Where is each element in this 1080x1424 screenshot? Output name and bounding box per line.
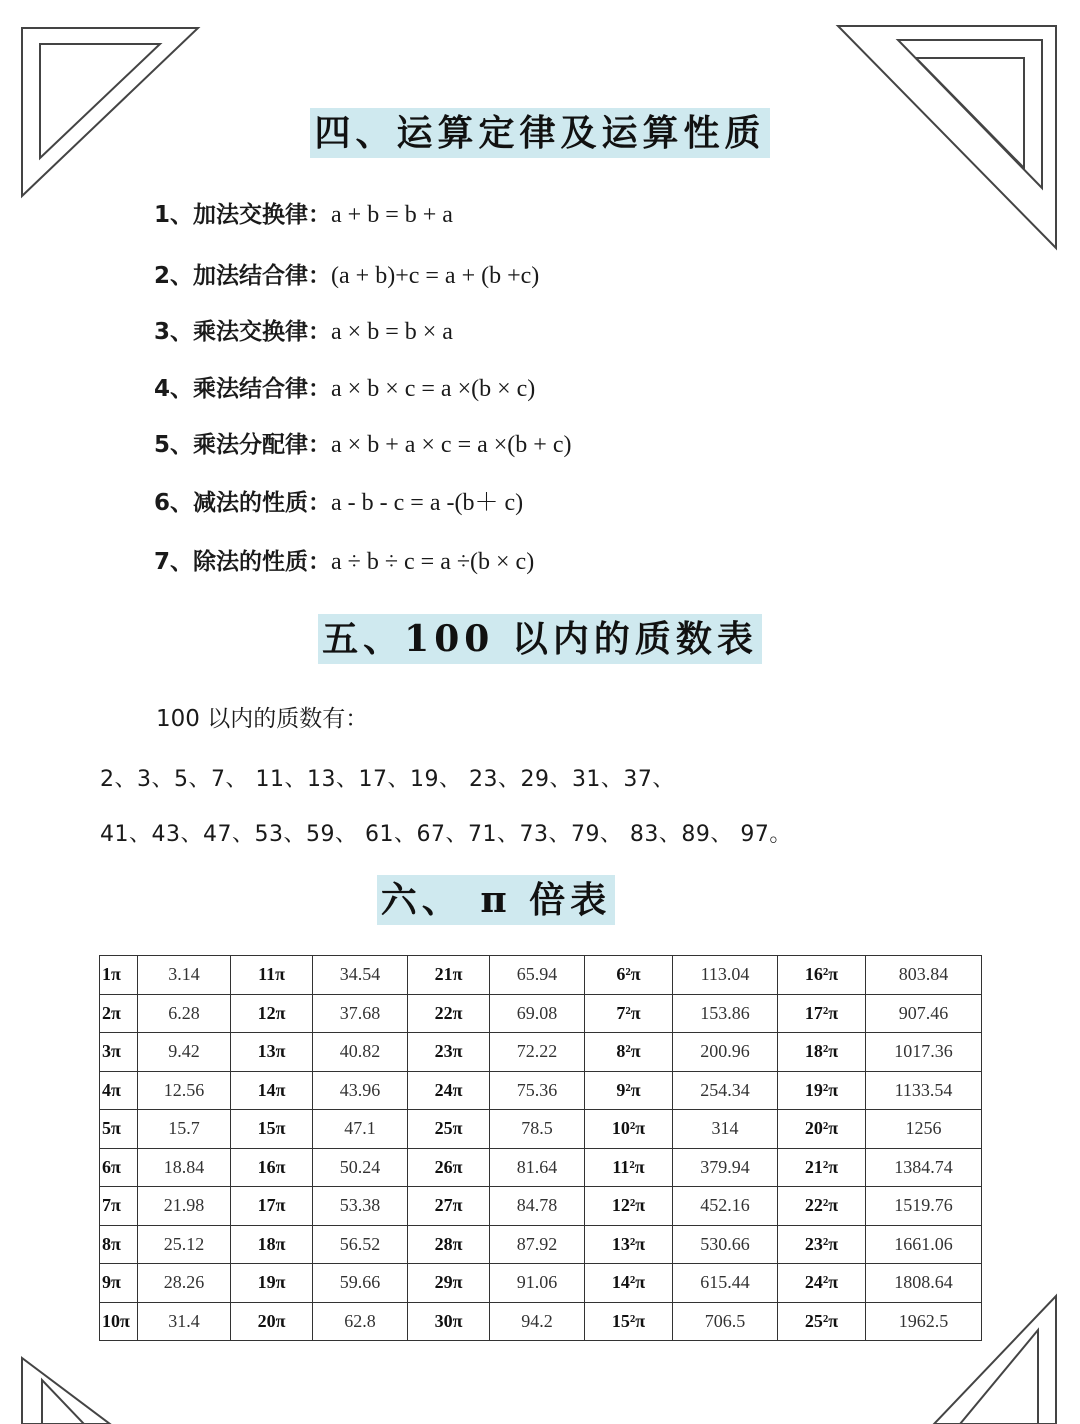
pi-multiple-value: 314 [673, 1110, 778, 1149]
pi-multiple-label: 6π [100, 1148, 138, 1187]
pi-multiple-label: 13²π [585, 1225, 673, 1264]
pi-multiple-value: 87.92 [490, 1225, 585, 1264]
pi-multiple-value: 15.7 [138, 1110, 231, 1149]
section5-title: 五、100 以内的质数表 [318, 614, 762, 664]
pi-multiple-value: 530.66 [673, 1225, 778, 1264]
pi-multiple-label: 13π [231, 1033, 313, 1072]
pi-multiple-label: 30π [408, 1302, 490, 1341]
pi-multiple-value: 153.86 [673, 994, 778, 1033]
law-name: 7、除法的性质： [154, 549, 332, 575]
pi-multiple-label: 4π [100, 1071, 138, 1110]
pi-multiple-label: 17²π [778, 994, 866, 1033]
pi-multiple-label: 2π [100, 994, 138, 1033]
pi-multiple-label: 24²π [778, 1264, 866, 1303]
pi-multiple-label: 8π [100, 1225, 138, 1264]
pi-multiple-value: 18.84 [138, 1148, 231, 1187]
table-row [100, 1110, 982, 1149]
pi-multiple-value: 75.36 [490, 1071, 585, 1110]
primes-line-1: 2、3、5、7、 11、13、17、19、 23、29、31、37、 [100, 767, 675, 792]
law-formula: a × b × c = a ×(b × c) [331, 376, 536, 402]
pi-multiple-label: 18π [231, 1225, 313, 1264]
pi-multiple-value: 200.96 [673, 1033, 778, 1072]
pi-multiple-label: 19π [231, 1264, 313, 1303]
pi-multiple-label: 16²π [778, 956, 866, 995]
pi-multiple-label: 21π [408, 956, 490, 995]
pi-multiple-label: 14π [231, 1071, 313, 1110]
table-row [100, 956, 982, 995]
pi-multiple-label: 12π [231, 994, 313, 1033]
pi-multiple-value: 1133.54 [866, 1071, 982, 1110]
pi-multiple-value: 56.52 [313, 1225, 408, 1264]
pi-multiple-value: 25.12 [138, 1225, 231, 1264]
section4-heading [0, 108, 1080, 158]
pi-multiple-value: 94.2 [490, 1302, 585, 1341]
section4-title: 四、运算定律及运算性质 [310, 108, 769, 158]
pi-multiple-label: 20²π [778, 1110, 866, 1149]
pi-multiple-value: 43.96 [313, 1071, 408, 1110]
law-line [154, 196, 453, 229]
law-line [154, 482, 523, 517]
pi-multiple-label: 6²π [585, 956, 673, 995]
pi-multiple-label: 15π [231, 1110, 313, 1149]
table-row [100, 1148, 982, 1187]
pi-multiple-value: 706.5 [673, 1302, 778, 1341]
pi-multiple-label: 15²π [585, 1302, 673, 1341]
pi-multiple-value: 84.78 [490, 1187, 585, 1226]
table-row [100, 1033, 982, 1072]
pi-multiple-value: 1519.76 [866, 1187, 982, 1226]
law-formula: a - b - c = a -(b＋ c) [331, 490, 524, 516]
pi-multiple-label: 10²π [585, 1110, 673, 1149]
table-row [100, 1071, 982, 1110]
pi-multiple-value: 69.08 [490, 994, 585, 1033]
pi-multiple-label: 26π [408, 1148, 490, 1187]
primes-label: 100 以内的质数有： [156, 706, 369, 732]
pi-multiple-label: 10π [100, 1302, 138, 1341]
pi-multiple-value: 72.22 [490, 1033, 585, 1072]
law-name: 3、乘法交换律： [154, 319, 332, 345]
law-line [154, 257, 539, 290]
pi-multiple-value: 1017.36 [866, 1033, 982, 1072]
law-line [154, 543, 534, 576]
pi-multiple-value: 65.94 [490, 956, 585, 995]
pi-multiple-label: 25²π [778, 1302, 866, 1341]
section5-heading [0, 614, 1080, 664]
pi-multiple-label: 9π [100, 1264, 138, 1303]
pi-multiple-value: 6.28 [138, 994, 231, 1033]
pi-multiple-value: 81.64 [490, 1148, 585, 1187]
pi-multiple-label: 16π [231, 1148, 313, 1187]
table-row [100, 1187, 982, 1226]
pi-multiple-label: 9²π [585, 1071, 673, 1110]
pi-multiple-value: 254.34 [673, 1071, 778, 1110]
pi-multiple-label: 5π [100, 1110, 138, 1149]
law-formula: a + b = b + a [331, 202, 453, 228]
pi-multiple-value: 21.98 [138, 1187, 231, 1226]
pi-multiple-value: 1808.64 [866, 1264, 982, 1303]
pi-multiple-value: 615.44 [673, 1264, 778, 1303]
pi-multiple-value: 803.84 [866, 956, 982, 995]
pi-multiple-label: 22π [408, 994, 490, 1033]
pi-multiple-value: 40.82 [313, 1033, 408, 1072]
pi-multiple-value: 1256 [866, 1110, 982, 1149]
pi-multiple-value: 91.06 [490, 1264, 585, 1303]
pi-multiple-value: 53.38 [313, 1187, 408, 1226]
pi-multiple-value: 1384.74 [866, 1148, 982, 1187]
pi-multiple-value: 1962.5 [866, 1302, 982, 1341]
pi-multiple-value: 452.16 [673, 1187, 778, 1226]
law-name: 2、加法结合律： [154, 263, 332, 289]
law-name: 4、乘法结合律： [154, 376, 332, 402]
pi-multiple-value: 1661.06 [866, 1225, 982, 1264]
table-row [100, 1264, 982, 1303]
pi-multiple-label: 7π [100, 1187, 138, 1226]
pi-multiple-value: 59.66 [313, 1264, 408, 1303]
pi-multiple-label: 22²π [778, 1187, 866, 1226]
section6-heading [0, 875, 1036, 925]
law-formula: a × b = b × a [331, 319, 453, 345]
pi-multiple-label: 7²π [585, 994, 673, 1033]
pi-multiple-label: 24π [408, 1071, 490, 1110]
pi-multiple-value: 78.5 [490, 1110, 585, 1149]
law-name: 1、加法交换律： [154, 202, 332, 228]
law-line [154, 313, 453, 346]
table-row [100, 1302, 982, 1341]
pi-multiple-label: 3π [100, 1033, 138, 1072]
pi-multiple-label: 1π [100, 956, 138, 995]
pi-multiple-label: 23²π [778, 1225, 866, 1264]
pi-multiple-value: 3.14 [138, 956, 231, 995]
law-formula: a × b + a × c = a ×(b + c) [331, 432, 572, 458]
pi-multiple-label: 27π [408, 1187, 490, 1226]
pi-multiple-label: 19²π [778, 1071, 866, 1110]
pi-multiple-value: 9.42 [138, 1033, 231, 1072]
section6-title: 六、 π 倍表 [377, 875, 615, 925]
pi-multiples-table [99, 955, 982, 1341]
pi-multiple-label: 25π [408, 1110, 490, 1149]
pi-multiple-label: 8²π [585, 1033, 673, 1072]
pi-multiple-label: 11²π [585, 1148, 673, 1187]
pi-multiple-value: 907.46 [866, 994, 982, 1033]
pi-multiple-value: 50.24 [313, 1148, 408, 1187]
law-formula: a ÷ b ÷ c = a ÷(b × c) [331, 549, 535, 575]
pi-multiple-value: 28.26 [138, 1264, 231, 1303]
pi-multiple-value: 47.1 [313, 1110, 408, 1149]
pi-multiple-value: 113.04 [673, 956, 778, 995]
table-row [100, 994, 982, 1033]
pi-multiple-value: 31.4 [138, 1302, 231, 1341]
pi-multiple-label: 20π [231, 1302, 313, 1341]
pi-multiple-label: 11π [231, 956, 313, 995]
law-name: 6、减法的性质： [154, 490, 332, 516]
pi-multiple-value: 34.54 [313, 956, 408, 995]
pi-multiple-label: 23π [408, 1033, 490, 1072]
pi-multiple-label: 28π [408, 1225, 490, 1264]
law-line [154, 426, 571, 459]
pi-multiple-value: 62.8 [313, 1302, 408, 1341]
law-formula: (a + b)+c = a + (b +c) [331, 263, 540, 289]
pi-multiple-label: 12²π [585, 1187, 673, 1226]
pi-multiple-value: 379.94 [673, 1148, 778, 1187]
pi-multiple-label: 18²π [778, 1033, 866, 1072]
pi-multiple-label: 14²π [585, 1264, 673, 1303]
pi-multiple-value: 37.68 [313, 994, 408, 1033]
law-line [154, 370, 535, 403]
pi-multiple-value: 12.56 [138, 1071, 231, 1110]
primes-line-2: 41、43、47、53、59、 61、67、71、73、79、 83、89、 97。 [100, 822, 792, 847]
pi-multiple-label: 29π [408, 1264, 490, 1303]
pi-table-body [100, 956, 982, 1341]
pi-multiple-label: 17π [231, 1187, 313, 1226]
table-row [100, 1225, 982, 1264]
law-name: 5、乘法分配律： [154, 432, 332, 458]
pi-multiple-label: 21²π [778, 1148, 866, 1187]
